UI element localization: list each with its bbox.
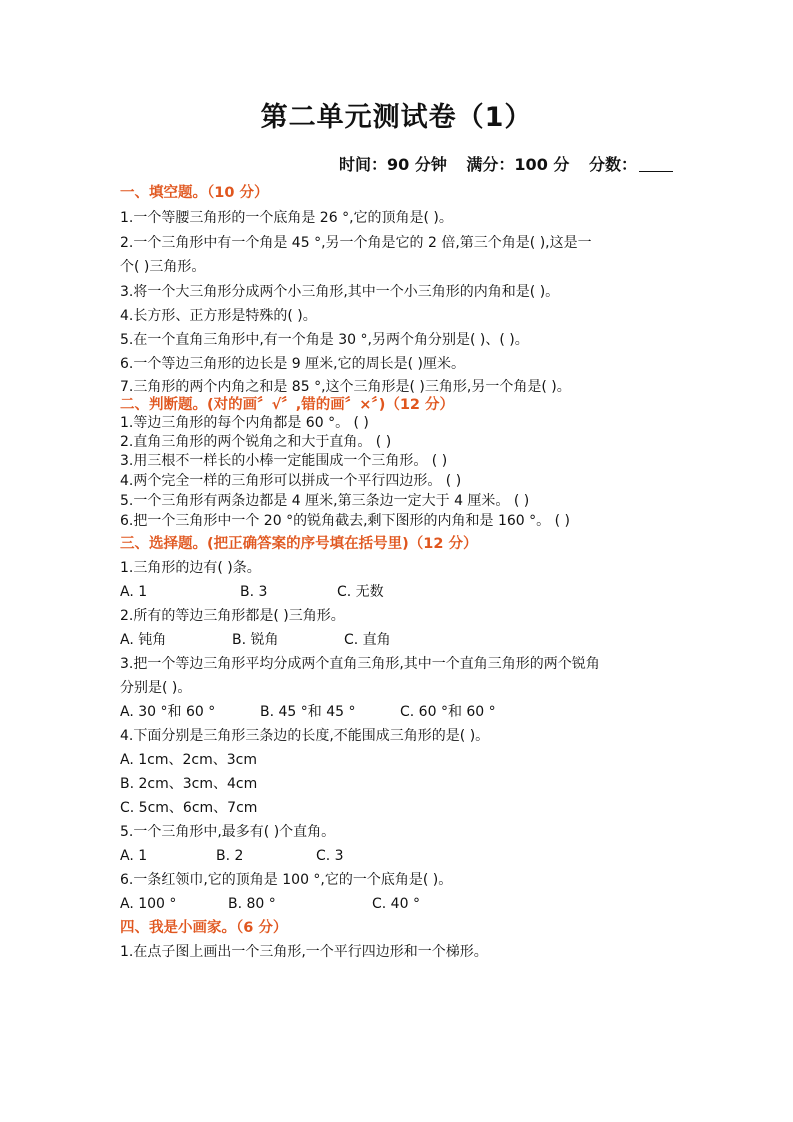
s3-q6-option-c: C. 40 ° xyxy=(372,896,420,912)
s3-question-3a: 3.把一个等边三角形平均分成两个直角三角形,其中一个直角三角形的两个锐角 xyxy=(120,656,600,672)
section-2-heading: 二、判断题。(对的画〞√〞,错的画〞×〞)（12 分） xyxy=(120,397,455,413)
s3-q1-option-b: B. 3 xyxy=(240,584,268,600)
s3-question-3b: 分别是( )。 xyxy=(120,680,192,696)
s2-question-2: 2.直角三角形的两个锐角之和大于直角。 ( ) xyxy=(120,434,392,450)
s3-q2-option-a: A. 钝角 xyxy=(120,632,167,648)
s3-q4-option-c: C. 5cm、6cm、7cm xyxy=(120,800,258,816)
s4-question-1: 1.在点子图上画出一个三角形,一个平行四边形和一个梯形。 xyxy=(120,944,488,960)
s2-question-6: 6.把一个三角形中一个 20 °的锐角截去,剩下图形的内角和是 160 °。 ( ) xyxy=(120,513,570,529)
s1-question-4: 4.长方形、正方形是特殊的( )。 xyxy=(120,308,317,324)
exam-meta xyxy=(325,153,673,177)
s3-q1-option-c: C. 无数 xyxy=(337,584,384,600)
s1-question-2b: 个( )三角形。 xyxy=(120,259,206,275)
s3-q6-option-b: B. 80 ° xyxy=(228,896,276,912)
full-score-label: 满分：100 分 xyxy=(466,155,570,174)
s3-question-1: 1.三角形的边有( )条。 xyxy=(120,560,261,576)
s3-q2-option-b: B. 锐角 xyxy=(232,632,279,648)
score-label: 分数： xyxy=(588,155,637,174)
s2-question-5: 5.一个三角形有两条边都是 4 厘米,第三条边一定大于 4 厘米。 ( ) xyxy=(120,493,530,509)
s3-question-2: 2.所有的等边三角形都是( )三角形。 xyxy=(120,608,345,624)
s1-question-3: 3.将一个大三角形分成两个小三角形,其中一个小三角形的内角和是( )。 xyxy=(120,284,560,300)
s3-q2-option-c: C. 直角 xyxy=(344,632,391,648)
s3-q3-option-c: C. 60 °和 60 ° xyxy=(400,704,496,720)
page-title: 第二单元测试卷（1） xyxy=(260,102,533,133)
s2-question-1: 1.等边三角形的每个内角都是 60 °。 ( ) xyxy=(120,415,369,431)
s1-question-7: 7.三角形的两个内角之和是 85 °,这个三角形是( )三角形,另一个角是( )。 xyxy=(120,379,571,395)
s3-q4-option-a: A. 1cm、2cm、3cm xyxy=(120,752,257,768)
s3-question-5: 5.一个三角形中,最多有( )个直角。 xyxy=(120,824,336,840)
s3-q4-option-b: B. 2cm、3cm、4cm xyxy=(120,776,258,792)
s3-q5-option-a: A. 1 xyxy=(120,848,148,864)
s3-q5-option-b: B. 2 xyxy=(216,848,244,864)
section-1-heading: 一、填空题。（10 分） xyxy=(120,185,269,201)
s3-q6-option-a: A. 100 ° xyxy=(120,896,177,912)
s3-question-4: 4.下面分别是三角形三条边的长度,不能围成三角形的是( )。 xyxy=(120,728,490,744)
s3-q3-option-b: B. 45 °和 45 ° xyxy=(260,704,356,720)
section-3-heading: 三、选择题。(把正确答案的序号填在括号里)（12 分） xyxy=(120,536,478,552)
s3-q3-option-a: A. 30 °和 60 ° xyxy=(120,704,216,720)
s1-question-1: 1.一个等腰三角形的一个底角是 26 °,它的顶角是( )。 xyxy=(120,210,453,226)
s2-question-3: 3.用三根不一样长的小棒一定能围成一个三角形。 ( ) xyxy=(120,453,448,469)
s3-q1-option-a: A. 1 xyxy=(120,584,148,600)
s1-question-2a: 2.一个三角形中有一个角是 45 °,另一个角是它的 2 倍,第三个角是( ),这是一 xyxy=(120,235,592,251)
s2-question-4: 4.两个完全一样的三角形可以拼成一个平行四边形。 ( ) xyxy=(120,473,462,489)
s3-question-6: 6.一条红领巾,它的顶角是 100 °,它的一个底角是( )。 xyxy=(120,872,453,888)
time-label: 时间：90 分钟 xyxy=(339,155,447,174)
score-blank[interactable] xyxy=(639,155,673,172)
s1-question-5: 5.在一个直角三角形中,有一个角是 30 °,另两个角分别是( )、( )。 xyxy=(120,332,529,348)
section-4-heading: 四、我是小画家。（6 分） xyxy=(120,920,288,936)
s3-q5-option-c: C. 3 xyxy=(316,848,344,864)
s1-question-6: 6.一个等边三角形的边长是 9 厘米,它的周长是( )厘米。 xyxy=(120,356,465,372)
